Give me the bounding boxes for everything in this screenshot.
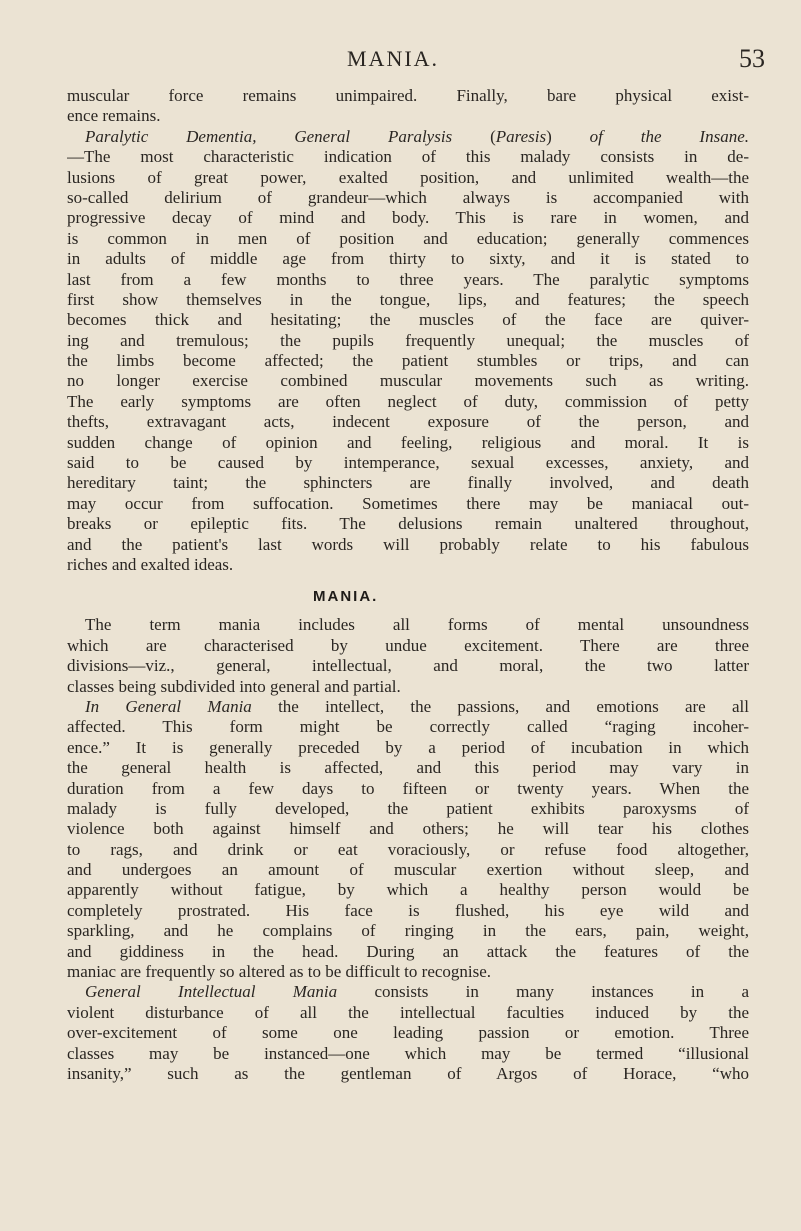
- text-line: over-excitement of some one leading passion or emotion. Three: [67, 1023, 749, 1043]
- text-line: and undergoes an amount of muscular exertion without sleep, and: [67, 860, 749, 880]
- text-line: is common in men of position and education; generally commences: [67, 228, 749, 248]
- text-line: violence both against himself and others; he will tear his clothes: [67, 819, 749, 839]
- text-line: apparently without fatigue, by which a healthy person would be: [67, 880, 749, 900]
- general-mania-lead-line: [67, 697, 749, 717]
- general-mania-lead-rest: the intellect, the passions, and emotions are all: [251, 696, 749, 716]
- text-line: and giddiness in the head. During an attack the features of the: [67, 941, 749, 961]
- general-mania-term: In General Mania: [85, 696, 252, 716]
- text-line: which are characterised by undue excitement. There are three: [67, 635, 749, 655]
- text-line: divisions—viz., general, intellectual, and moral, the two latter: [67, 656, 749, 676]
- text-line: The term mania includes all forms of mental unsoundness: [85, 615, 749, 635]
- text-line: in adults of middle age from thirty to sixty, and it is stated to: [67, 249, 749, 269]
- paresis-paren-close: ): [546, 126, 590, 146]
- paresis-heading-of: of the Insane.: [589, 126, 749, 146]
- text-line: breaks or epileptic fits. The delusions remain unaltered throughout,: [67, 514, 749, 534]
- intellectual-mania-lead-line: [67, 982, 749, 1002]
- text-line: becomes thick and hesitating; the muscles of the face are quiver-: [67, 310, 749, 330]
- paresis-heading: Paralytic Dementia, General Paralysis: [85, 126, 453, 146]
- text-line: sparkling, and he complains of ringing in the ears, pain, weight,: [67, 921, 749, 941]
- text-line: duration from a few days to fifteen or twenty years. When the: [67, 778, 749, 798]
- text-line: last from a few months to three years. The paralytic symptoms: [67, 269, 749, 289]
- text-line: sudden change of opinion and feeling, religious and moral. It is: [67, 432, 749, 452]
- text-line: the general health is affected, and this period may vary in: [67, 758, 749, 778]
- text-line: so-called delirium of grandeur—which always is accompanied with: [67, 187, 749, 207]
- text-line: first show themselves in the tongue, lips, and features; the speech: [67, 289, 749, 309]
- text-line: to rags, and drink or eat voraciously, or refuse food altogether,: [67, 839, 749, 859]
- text-line: maniac are frequently so altered as to be difficult to recognise.: [67, 962, 492, 982]
- intellectual-mania-term: General Intellectual Mania: [85, 982, 338, 1002]
- text-line: said to be caused by intemperance, sexual excesses, anxiety, and: [67, 453, 749, 473]
- text-line: the limbs become affected; the patient stumbles or trips, and can: [67, 351, 749, 371]
- text-line: hereditary taint; the sphincters are finally involved, and death: [67, 473, 749, 493]
- text-line: insanity,” such as the gentleman of Argos of Horace, “who: [67, 1063, 749, 1083]
- text-line: lusions of great power, exalted position, and unlimited wealth—the: [67, 167, 749, 187]
- text-line: —The most characteristic indication of this malady consists in de-: [67, 147, 749, 167]
- text-line: malady is fully developed, the patient exhibits paroxysms of: [67, 798, 749, 818]
- text-line: completely prostrated. His face is flushed, his eye wild and: [67, 900, 749, 920]
- paresis-paren-open: (: [452, 126, 496, 146]
- text-line: ing and tremulous; the pupils frequently unequal; the muscles of: [67, 330, 749, 350]
- text-line: riches and exalted ideas.: [67, 554, 234, 574]
- running-head: [0, 44, 801, 78]
- section-heading-row: [67, 575, 749, 615]
- text-line: no longer exercise combined muscular movements such as writing.: [67, 371, 749, 391]
- text-line: The early symptoms are often neglect of duty, commission of petty: [67, 391, 749, 411]
- paresis-heading-line: [67, 127, 749, 147]
- text-line: affected. This form might be correctly called “raging incoher-: [67, 717, 749, 737]
- text-line: ence remains.: [67, 106, 161, 126]
- section-heading: MANIA.: [313, 588, 379, 606]
- running-title: MANIA.: [347, 46, 440, 71]
- text-line: progressive decay of mind and body. This is rare in women, and: [67, 208, 749, 228]
- text-line: violent disturbance of all the intellectual faculties induced by the: [67, 1002, 749, 1022]
- text-line: and the patient's last words will probably relate to his fabulous: [67, 534, 749, 554]
- text-line: classes may be instanced—one which may be termed “illusional: [67, 1043, 749, 1063]
- body-text: [67, 86, 749, 1084]
- text-line: ence.” It is generally preceded by a period of incubation in which: [67, 737, 749, 757]
- page-number: 53: [739, 44, 765, 73]
- text-line: muscular force remains unimpaired. Finally, bare physical exist-: [67, 86, 749, 105]
- paresis-term: Paresis: [495, 126, 547, 146]
- text-line: may occur from suffocation. Sometimes there may be maniacal out-: [67, 493, 749, 513]
- text-line: classes being subdivided into general and partial.: [67, 676, 401, 696]
- text-line: thefts, extravagant acts, indecent exposure of the person, and: [67, 412, 749, 432]
- intellectual-mania-lead-rest: consists in many instances in a: [337, 982, 749, 1002]
